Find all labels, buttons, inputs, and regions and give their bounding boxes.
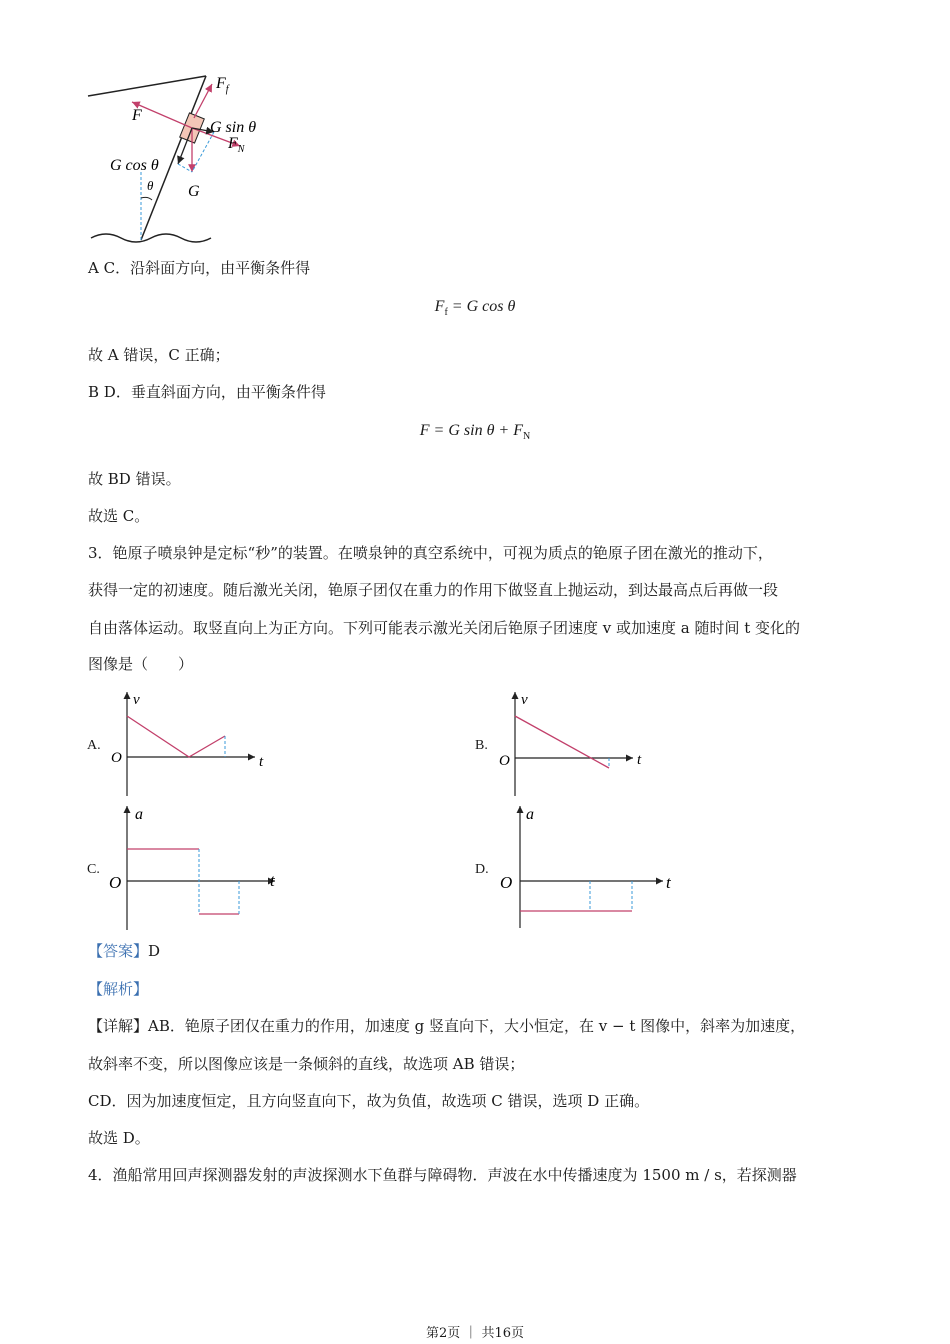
svg-text:a: a [135, 806, 143, 823]
option-d-label: D. [475, 862, 489, 877]
equation-2: F = G $\sin \theta + F_N$ [419, 422, 531, 443]
svg-text:v: v [133, 692, 140, 708]
svg-text:v: v [521, 692, 528, 708]
q3-line1: 3．铯原子喷泉钟是定标“秒”的装置。在喷泉钟的真空系统中，可视为质点的铯原子团在激光的推动下， [88, 544, 773, 562]
label-theta: θ [147, 178, 154, 193]
q3-line2: 获得一定的初速度。随后激光关闭，铯原子团仅在重力的作用下做竖直上抛运动，到达最高点后再做一段 [88, 581, 779, 599]
ac-result: 故 A 错误，C 正确； [88, 346, 230, 364]
label-fn: $F_N$ [228, 135, 245, 155]
answer-value: D [148, 942, 161, 960]
detail-line1: 【详解】AB．铯原子团仅在重力的作用，加速度 g 竖直向下，大小恒定，在 v − t 图像中，斜率为加速度， [88, 1017, 806, 1035]
q3-line3: 自由落体运动。取竖直向上为正方向。下列可能表示激光关闭后铯原子团速度 v 或加速度 a 随时间 t 变化的 [88, 619, 801, 637]
label-ff: $F_f$ [216, 75, 229, 95]
equation-1: $F_f = G$ cos θ [434, 298, 516, 319]
detail-line3: CD．因为加速度恒定，且方向竖直向下，故为负值，故选项 C 错误，选项 D 正确。 [88, 1092, 650, 1110]
svg-text:t: t [270, 871, 275, 890]
svg-text:O: O [111, 750, 122, 766]
answer-line [88, 941, 160, 961]
svg-text:O: O [109, 873, 122, 892]
svg-text:O: O [499, 753, 510, 769]
bd-result: 故 BD 错误。 [88, 470, 181, 488]
answer-tag: 【答案】 [88, 942, 149, 960]
option-a-graph [105, 688, 285, 798]
choose-d: 故选 D。 [88, 1129, 150, 1147]
q4-line1: 4．渔船常用回声探测器发射的声波探测水下鱼群与障碍物．声波在水中传播速度为 1500 m / s，若探测器 [88, 1166, 797, 1184]
svg-text:a: a [526, 806, 534, 823]
choose-c: 故选 C。 [88, 507, 150, 525]
svg-text:t: t [637, 752, 642, 768]
detail-line2: 故斜率不变，所以图像应该是一条倾斜的直线，故选项 AB 错误； [88, 1055, 525, 1073]
page-footer: 第2页 ｜ 共16页 [425, 1326, 525, 1341]
label-gcos: G cos θ [110, 157, 159, 174]
q3-line4: 图像是（ ） [88, 655, 194, 673]
label-gsin: G sin θ [210, 119, 257, 136]
analysis-tag: 【解析】 [88, 980, 149, 998]
option-b-graph [493, 688, 663, 798]
option-c-label: C. [87, 862, 100, 877]
force-diagram-figure [86, 72, 286, 248]
svg-text:t: t [259, 754, 264, 770]
label-g: G [188, 183, 200, 200]
svg-text:t: t [666, 873, 671, 892]
ac-intro: A C．沿斜面方向，由平衡条件得 [88, 259, 311, 277]
option-d-graph [498, 802, 683, 932]
option-a-label: A. [87, 738, 101, 753]
bd-intro: B D．垂直斜面方向，由平衡条件得 [88, 383, 326, 401]
svg-text:O: O [500, 873, 513, 892]
label-f: F [132, 107, 142, 124]
option-c-graph [105, 802, 285, 932]
option-b-label: B. [475, 738, 488, 753]
